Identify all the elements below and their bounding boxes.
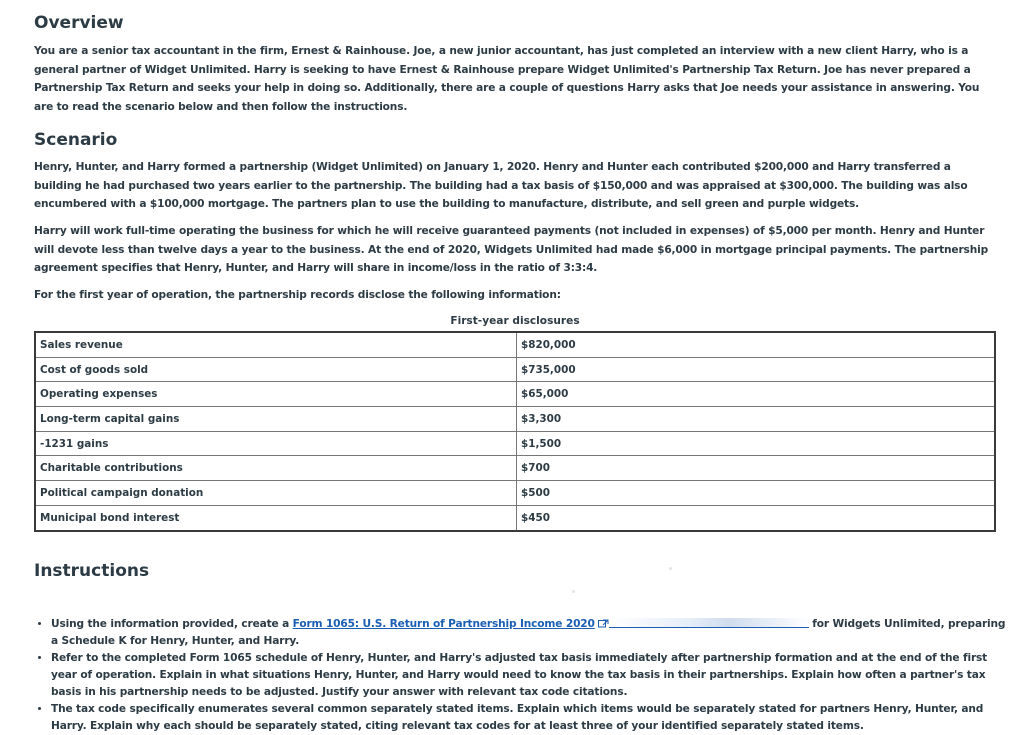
row-value: $3,300 xyxy=(517,407,996,432)
redacted-link-text[interactable] xyxy=(609,618,809,628)
instructions-heading: Instructions xyxy=(34,561,150,581)
row-label: Municipal bond interest xyxy=(35,505,517,530)
row-label: -1231 gains xyxy=(35,431,517,456)
decorative-dot xyxy=(572,590,575,593)
table-row xyxy=(35,382,995,407)
row-value: $65,000 xyxy=(517,382,996,407)
instruction-item: • Refer to the completed Form 1065 schedule of Henry, Hunter, and Harry's adjusted tax basis immediately after partnership formation and at the end of the first year of operation. Explain in what situations Henry, Hunter, and Harry would need to know the tax basis in their partnerships. Explain how often a partner's tax basis in his partnership needs to be adjusted. Justify your answer with relevant tax code citations. xyxy=(51,650,1013,701)
row-label: Operating expenses xyxy=(35,382,517,407)
table-caption: First-year disclosures xyxy=(450,315,580,327)
instruction-item: • The tax code specifically enumerates several common separately stated items. Explain which items would be separately stated for partners Henry, Hunter, and Harry. Explain why each should be separately stated, citing relevant tax codes for at least three of your identified separately stated items. xyxy=(51,701,1013,735)
overview-heading: Overview xyxy=(34,13,124,33)
row-label: Sales revenue xyxy=(35,332,517,357)
scenario-paragraph-2: Harry will work full-time operating the business for which he will receive guaranteed payments (not included in expenses) of $5,000 per month. Henry and Hunter will devote less than twelve days a year to the business. At the end of 2020, Widgets Unlimited had made $6,000 in mortgage principal payments. The partnership agreement specifies that Henry, Hunter, and Harry will share in income/loss in the ratio of 3:3:4. xyxy=(34,225,988,274)
row-label: Charitable contributions xyxy=(35,456,517,481)
external-link-icon xyxy=(598,619,609,628)
disclosures-table xyxy=(34,331,996,532)
table-row xyxy=(35,505,995,530)
table-row xyxy=(35,332,995,357)
decorative-dot xyxy=(669,567,672,570)
form-1065-link[interactable]: Form 1065: U.S. Return of Partnership Income 2020 xyxy=(292,618,595,630)
row-value: $820,000 xyxy=(517,332,996,357)
overview-text: You are a senior tax accountant in the firm, Ernest & Rainhouse. Joe, a new junior accountant, has just completed an interview with a new client Harry, who is a general partner of Widget Unlimited. Harry is seeking to have Ernest & Rainhouse prepare Widget Unlimited's Partnership Tax Return. Joe has never prepared a Partnership Tax Return and seeks your help in doing so. Additionally, there are a couple of questions Harry asks that Joe needs your assistance in answering. You are to read the scenario below and then follow the instructions. xyxy=(34,45,980,113)
scenario-heading: Scenario xyxy=(34,130,118,150)
table-row xyxy=(35,357,995,382)
row-value: $700 xyxy=(517,456,996,481)
instruction-item: • Using the information provided, create a Form 1065: U.S. Return of Partnership Income 2020 for Widgets Unlimited, preparing a Schedule K for Henry, Hunter, and Harry. xyxy=(51,616,1013,650)
row-value: $1,500 xyxy=(517,431,996,456)
table-row xyxy=(35,481,995,506)
table-row xyxy=(35,431,995,456)
scenario-paragraph-3: For the first year of operation, the partnership records disclose the following information: xyxy=(34,289,561,301)
row-value: $735,000 xyxy=(517,357,996,382)
row-value: $500 xyxy=(517,481,996,506)
row-label: Long-term capital gains xyxy=(35,407,517,432)
scenario-paragraph-1: Henry, Hunter, and Harry formed a partnership (Widget Unlimited) on January 1, 2020. Henry and Hunter each contributed $200,000 and Harry transferred a building he had purchased two years earlier to the partnership. The building had a tax basis of $150,000 and was appraised at $300,000. The building was also encumbered with a $100,000 mortgage. The partners plan to use the building to manufacture, distribute, and sell green and purple widgets. xyxy=(34,161,968,210)
row-value: $450 xyxy=(517,505,996,530)
row-label: Political campaign donation xyxy=(35,481,517,506)
table-row xyxy=(35,407,995,432)
row-label: Cost of goods sold xyxy=(35,357,517,382)
instructions-list xyxy=(34,616,1013,735)
table-row xyxy=(35,456,995,481)
